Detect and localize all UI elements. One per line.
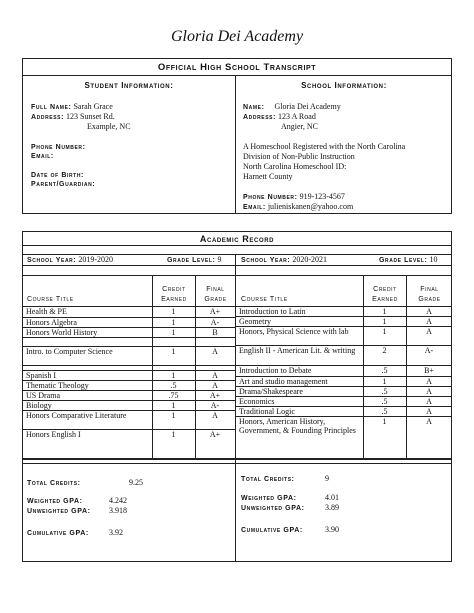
address-line2: Example, NC (87, 122, 131, 131)
left-col-final2: Grade (204, 296, 227, 303)
course-row (23, 381, 235, 391)
course-grade: A+ (209, 391, 221, 400)
student-info-header: Student Information: (84, 81, 174, 90)
course-credit: 1 (382, 377, 387, 386)
right-col-credit2: Earned (372, 296, 398, 303)
school-email-value: julieniskanen@yahoo.com (267, 202, 354, 211)
course-credit: 1 (382, 307, 387, 316)
course-credit: 1 (382, 317, 387, 326)
course-title: Geometry (239, 317, 271, 326)
course-row (236, 387, 452, 397)
course-credit: .5 (381, 366, 388, 375)
course-grade: A (212, 381, 218, 390)
full-name-label: Full Name: (31, 104, 72, 111)
divider (23, 459, 451, 460)
school-info-header: School Information: (301, 81, 387, 90)
student-info-box (22, 58, 452, 214)
address-line1: 123 Sunset Rd. (66, 112, 115, 121)
course-title: Spanish I (26, 371, 56, 380)
course-row (23, 391, 235, 401)
course-grade: B+ (424, 366, 434, 375)
school-address-line1: 123 A Road (278, 112, 316, 121)
left-col-final (196, 285, 235, 305)
course-title: Honors English I (26, 430, 81, 439)
left-year-value: 2019-2020 (78, 255, 113, 264)
course-credit: .5 (381, 387, 388, 396)
course-title: Biology (26, 401, 52, 410)
academic-record-header: Academic Record (199, 234, 275, 244)
course-row (236, 307, 452, 317)
right-grade-value: 10 (429, 255, 438, 264)
school-phone-label: Phone Number: (243, 194, 298, 201)
course-grade: A (426, 397, 432, 406)
school-name-value: Gloria Dei Academy (274, 102, 341, 111)
course-title: Intro. to Computer Science (26, 347, 113, 356)
course-grade: B (212, 328, 218, 337)
course-title: English II - American Lit. & writing (239, 346, 356, 355)
course-title: Honors, American History, Government, & Founding Principles (239, 417, 356, 435)
left-ugpa-row (27, 506, 127, 517)
course-title: Traditional Logic (239, 407, 295, 416)
course-row (236, 417, 452, 459)
course-row (23, 338, 235, 347)
school-name-label: Name: (243, 104, 265, 111)
course-title: Health & PE (26, 307, 67, 316)
course-row (236, 317, 452, 327)
course-grade: A (212, 371, 218, 380)
right-year-value: 2020-2021 (292, 255, 327, 264)
course-row (23, 328, 235, 338)
right-col-final (407, 285, 452, 305)
school-note-line4: Harnett County (243, 172, 293, 181)
course-grade: A (426, 407, 432, 416)
course-credit: .5 (381, 397, 388, 406)
left-ugpa-value: 3.918 (109, 506, 127, 515)
right-col-credit1: Credit (373, 286, 397, 293)
course-title: US Drama (26, 391, 60, 400)
course-grade: A (426, 377, 432, 386)
left-grade-label: Grade Level: (167, 257, 216, 264)
course-grade: A (426, 417, 432, 426)
school-address-label: Address: (243, 114, 277, 121)
full-name-value: Sarah Grace (73, 102, 113, 111)
school-name-title: Gloria Dei Academy (170, 28, 304, 45)
school-phone-value: 919-123-4567 (299, 192, 345, 201)
left-cgpa-value: 3.92 (109, 528, 123, 537)
academic-record-box (22, 231, 452, 562)
course-credit: .5 (170, 381, 177, 390)
course-credit: 1 (171, 411, 176, 420)
course-row (23, 347, 235, 366)
course-grade: A- (210, 318, 220, 327)
course-row (236, 377, 452, 387)
course-credit: 1 (171, 347, 176, 356)
course-title: Honors, Physical Science with lab (239, 327, 349, 336)
divider (23, 245, 451, 246)
course-row (236, 407, 452, 417)
course-row (236, 346, 452, 366)
school-address-line2: Angier, NC (281, 122, 319, 131)
right-cgpa-row (241, 525, 339, 536)
course-title: Honors Comparative Literature (26, 411, 127, 420)
left-cgpa-row (27, 528, 123, 539)
divider (23, 463, 451, 464)
right-col-final1: Final (420, 286, 439, 293)
email-label: Email: (31, 153, 54, 160)
course-grade: A (426, 327, 432, 336)
course-row (236, 397, 452, 407)
course-row (236, 366, 452, 377)
course-credit: 1 (171, 401, 176, 410)
right-col-credit (364, 285, 406, 305)
course-row (23, 430, 235, 459)
transcript-title: Official High School Transcript (157, 62, 317, 73)
course-grade: A- (210, 401, 220, 410)
course-grade: A+ (209, 307, 221, 316)
divider (23, 275, 451, 276)
course-credit: 2 (382, 346, 387, 355)
right-col-course: Course Title (241, 296, 288, 303)
left-col-credit2: Earned (161, 296, 187, 303)
right-total-row (241, 474, 329, 485)
course-credit: .5 (381, 407, 388, 416)
right-cgpa-label: Cumulative GPA: (241, 527, 303, 534)
left-total-label: Total Credits: (27, 480, 81, 487)
course-row (23, 371, 235, 381)
left-col-credit (153, 285, 195, 305)
phone-label: Phone Number: (31, 144, 86, 151)
course-credit: 1 (171, 307, 176, 316)
course-credit: 1 (171, 371, 176, 380)
right-ugpa-value: 3.89 (325, 503, 339, 512)
course-row (23, 411, 235, 430)
course-credit: 1 (171, 318, 176, 327)
course-grade: A (426, 387, 432, 396)
left-grade-row (167, 255, 221, 266)
course-grade: A (212, 347, 218, 356)
course-grade: A (426, 307, 432, 316)
course-title: Honors World History (26, 328, 98, 337)
course-title: Introduction to Debate (239, 366, 312, 375)
school-email-label: Email: (243, 204, 266, 211)
left-wgpa-label: Weighted GPA: (27, 498, 83, 505)
school-note-line2: Division of Non-Public Instruction (243, 152, 355, 161)
left-grade-value: 9 (217, 255, 222, 264)
left-ugpa-label: Unweighted GPA: (27, 508, 91, 515)
dob-label: Date of Birth: (31, 172, 84, 179)
course-credit: 1 (382, 417, 387, 426)
right-ugpa-row (241, 503, 339, 514)
left-col-final1: Final (206, 286, 225, 293)
course-row (23, 307, 235, 318)
right-total-label: Total Credits: (241, 476, 295, 483)
right-total-value: 9 (325, 474, 329, 483)
course-title: Introduction to Latin (239, 307, 306, 316)
left-total-row (27, 478, 143, 489)
course-credit: 1 (382, 327, 387, 336)
course-credit: 1 (171, 328, 176, 337)
course-grade: A (426, 317, 432, 326)
left-year-row (27, 255, 113, 266)
course-title: Art and studio management (239, 377, 328, 386)
school-note-line1: A Homeschool Registered with the North Carolina (243, 142, 406, 151)
school-note-line3: North Carolina Homeschool ID: (243, 162, 347, 171)
left-cgpa-label: Cumulative GPA: (27, 530, 89, 537)
course-title: Economics (239, 397, 275, 406)
right-col-final2: Grade (418, 296, 441, 303)
right-year-label: School Year: (241, 257, 291, 264)
divider (23, 75, 451, 76)
right-year-row (241, 255, 327, 266)
course-credit: .75 (168, 391, 179, 400)
course-title: Thematic Theology (26, 381, 89, 390)
course-title: Drama/Shakespeare (239, 387, 303, 396)
left-wgpa-value: 4.242 (109, 496, 127, 505)
right-wgpa-label: Weighted GPA: (241, 495, 297, 502)
address-label: Address: (31, 114, 65, 121)
course-grade: A (212, 411, 218, 420)
divider (235, 75, 236, 214)
right-wgpa-value: 4.01 (325, 493, 339, 502)
left-col-course: Course Title (27, 296, 74, 303)
course-grade: A+ (209, 430, 221, 439)
left-total-value: 9.25 (129, 478, 143, 487)
school-email-row (243, 202, 353, 213)
right-cgpa-value: 3.90 (325, 525, 339, 534)
right-grade-row (379, 255, 437, 266)
left-col-credit1: Credit (162, 286, 186, 293)
course-title: Honors Algebra (26, 318, 77, 327)
course-grade: A- (424, 346, 434, 355)
right-ugpa-label: Unweighted GPA: (241, 505, 305, 512)
course-row (23, 401, 235, 411)
course-credit: 1 (171, 430, 176, 439)
right-grade-label: Grade Level: (379, 257, 428, 264)
left-year-label: School Year: (27, 257, 77, 264)
course-row (23, 318, 235, 328)
course-row (236, 327, 452, 346)
parent-label: Parent/Guardian: (31, 181, 96, 188)
